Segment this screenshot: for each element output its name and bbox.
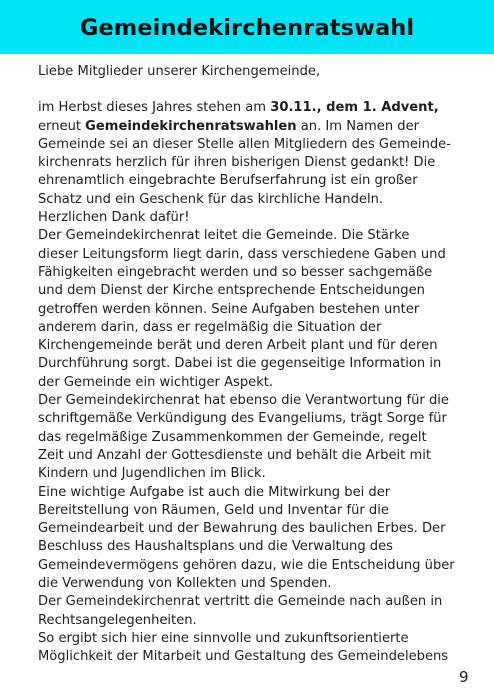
body-line: das regelmäßige Zusammenkommen der Gemeinde, regelt: [38, 429, 427, 445]
body-line: Gemeinde sei an dieser Stelle allen Mitgliedern des Gemeinde-: [38, 136, 451, 152]
letter-body: [38, 63, 468, 667]
page-number: 9: [459, 668, 469, 686]
body-line: So ergibt sich hier eine sinnvolle und zukunftsorientierte: [38, 630, 409, 646]
election-name: Gemeindekirchenratswahlen: [85, 118, 297, 134]
body-line: Kindern und Jugendlichen im Blick.: [38, 466, 266, 482]
body-line: Möglichkeit der Mitarbeit und Gestaltung des Gemeindelebens: [38, 649, 449, 665]
intro-line-1: [38, 99, 468, 117]
body-line: Eine wichtige Aufgabe ist auch die Mitwirkung bei der: [38, 484, 391, 500]
paragraph-gap: [38, 81, 468, 99]
body-line: Bereitstellung von Räumen, Geld und Inventar für die: [38, 502, 389, 518]
body-line: kirchenrats herzlich für ihren bisherigen Dienst gedankt! Die: [38, 155, 436, 171]
intro-text: im Herbst dieses Jahres stehen am: [38, 100, 271, 116]
body-line: dieser Leitungsform liegt darin, dass verschiedene Gaben und: [38, 246, 446, 262]
body-line: Fähigkeiten eingebracht werden und so besser sachgemäße: [38, 264, 433, 280]
body-line: ehrenamtlich eingebrachte Berufserfahrung ist ein großer: [38, 173, 418, 189]
intro-text: an. Im Namen der: [296, 118, 420, 134]
body-line: getroffen werden können. Seine Aufgaben bestehen unter: [38, 301, 420, 317]
body-line: Rechtsangelegenheiten.: [38, 612, 197, 628]
body-line: Durchführung sorgt. Dabei ist die gegenseitige Information in: [38, 356, 442, 372]
body-line: Der Gemeindekirchenrat vertritt die Gemeinde nach außen in: [38, 594, 443, 610]
body-line: Schatz und ein Geschenk für das kirchliche Handeln.: [38, 191, 384, 207]
title-banner: [0, 0, 494, 54]
body-line: und dem Dienst der Kirche entsprechende Entscheidungen: [38, 283, 425, 299]
body-line: anderem darin, dass er regelmäßig die Situation der: [38, 319, 382, 335]
body-line: schriftgemäße Verkündigung des Evangeliums, trägt Sorge für: [38, 411, 447, 427]
election-date: 30.11., dem 1. Advent,: [270, 100, 439, 116]
body-line: Beschluss des Haushaltsplans und die Verwaltung des: [38, 539, 393, 555]
body-line: Gemeindearbeit und der Bewahrung des baulichen Erbes. Der: [38, 521, 446, 537]
intro-text: erneut: [38, 118, 86, 134]
body-line: Der Gemeindekirchenrat hat ebenso die Verantwortung für die: [38, 393, 449, 409]
body-line: Kirchengemeinde berät und deren Arbeit plant und für deren: [38, 338, 438, 354]
body-line: die Verwendung von Kollekten und Spenden.: [38, 576, 332, 592]
intro-line-2: [38, 118, 468, 136]
body-line: Gemeindevermögens gehören dazu, wie die Entscheidung über: [38, 557, 455, 573]
body-line: der Gemeinde ein wichtiger Aspekt.: [38, 374, 274, 390]
greeting-line: Liebe Mitglieder unserer Kirchengemeinde,: [38, 64, 321, 79]
body-line: Zeit und Anzahl der Gottesdienste und behält die Arbeit mit: [38, 447, 432, 463]
body-line: Der Gemeindekirchenrat leitet die Gemeinde. Die Stärke: [38, 228, 410, 244]
body-line: Herzlichen Dank dafür!: [38, 210, 190, 226]
body-lines: [38, 136, 468, 667]
page-title: Gemeindekirchenratswahl: [79, 15, 415, 41]
